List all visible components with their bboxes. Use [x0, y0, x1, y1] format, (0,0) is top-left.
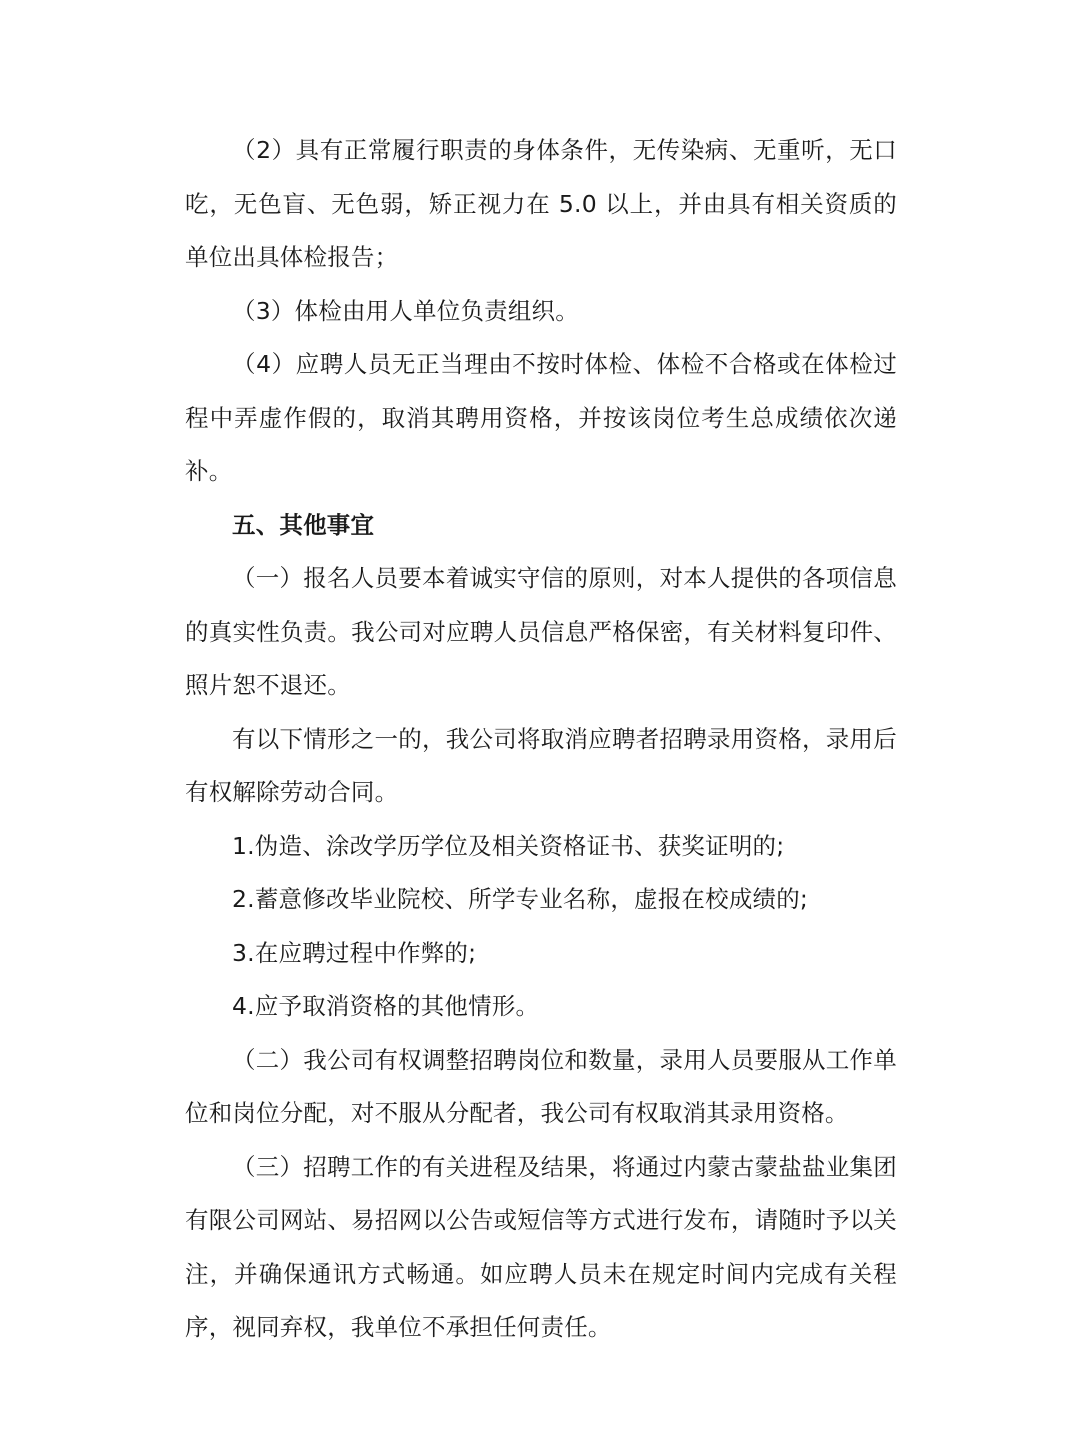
- paragraph-publication-notice: （三）招聘工作的有关进程及结果，将通过内蒙古蒙盐盐业集团有限公司网站、易招网以公告或短信等方式进行发布，请随时予以关注，并确保通讯方式畅通。如应聘人员未在规定时间内完成有关程序，视同弃权，我单位不承担任何责任。: [185, 1152, 897, 1341]
- document-page: [185, 124, 897, 1355]
- paragraph-honesty-principle: （一）报名人员要本着诚实守信的原则，对本人提供的各项信息的真实性负责。我公司对应聘人员信息严格保密，有关材料复印件、照片恕不退还。: [185, 564, 897, 699]
- section-heading-other-matters: 五、其他事宜: [232, 510, 375, 539]
- list-item-falsify-school: 2.蓄意修改毕业院校、所学专业名称，虚报在校成绩的;: [232, 885, 809, 913]
- list-item-forgery: 1.伪造、涂改学历学位及相关资格证书、获奖证明的;: [232, 831, 785, 860]
- paragraph-cancellation-conditions: 有以下情形之一的，我公司将取消应聘者招聘录用资格，录用后有权解除劳动合同。: [185, 724, 897, 806]
- paragraph-adjustment-rights: （二）我公司有权调整招聘岗位和数量，录用人员要服从工作单位和岗位分配，对不服从分配者，我公司有权取消其录用资格。: [185, 1045, 897, 1127]
- paragraph-exam-organization: （3）体检由用人单位负责组织。: [232, 296, 579, 325]
- list-item-cheating: 3.在应聘过程中作弊的;: [232, 938, 477, 967]
- paragraph-health-requirement: （2）具有正常履行职责的身体条件，无传染病、无重听，无口吃，无色盲、无色弱，矫正视力在 5.0 以上，并由具有相关资质的单位出具体检报告；: [185, 136, 897, 271]
- list-item-other: 4.应予取消资格的其他情形。: [232, 992, 540, 1020]
- paragraph-exam-disqualification: （4）应聘人员无正当理由不按时体检、体检不合格或在体检过程中弄虚作假的，取消其聘用资格，并按该岗位考生总成绩依次递补。: [185, 350, 897, 485]
